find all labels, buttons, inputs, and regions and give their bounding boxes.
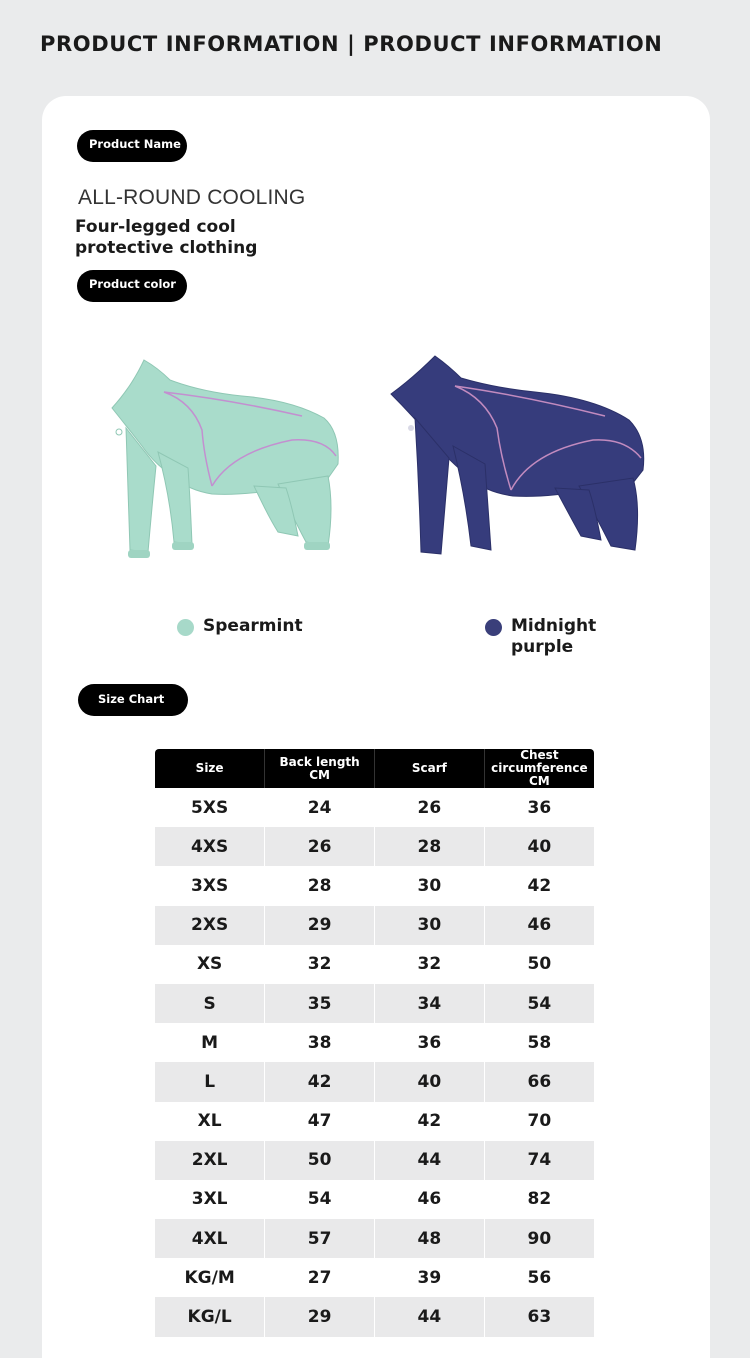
cell-back-length: 29 [265, 1297, 375, 1336]
table-row [155, 1219, 594, 1258]
cell-chest: 82 [484, 1180, 594, 1219]
cell-scarf: 40 [375, 1062, 485, 1101]
table-row [155, 1102, 594, 1141]
product-color-pill: Product color [77, 270, 187, 302]
table-row [155, 1258, 594, 1297]
table-row [155, 827, 594, 866]
cell-size: 5XS [191, 797, 229, 818]
color-option-midnight-purple [485, 616, 621, 658]
size-chart-pill: Size Chart [78, 684, 188, 716]
table-row [155, 1023, 594, 1062]
cell-size: 4XL [155, 1219, 265, 1258]
cell-size: 4XS [155, 827, 265, 866]
cell-size: XL [197, 1111, 222, 1132]
column-header-size: Size [155, 749, 265, 788]
cell-size: XS [196, 954, 223, 975]
cell-size: S [155, 984, 265, 1023]
cell-back-length: 57 [265, 1219, 375, 1258]
table-row [155, 1062, 594, 1101]
table-row [155, 866, 594, 905]
table-row [155, 906, 594, 945]
cell-chest: 56 [484, 1258, 594, 1297]
cell-chest: 36 [484, 788, 594, 827]
cell-size: L [155, 1062, 265, 1101]
cell-chest: 74 [484, 1141, 594, 1180]
cell-scarf: 28 [375, 827, 485, 866]
cell-back-length: 35 [265, 984, 375, 1023]
cell-chest: 46 [484, 906, 594, 945]
midnight-purple-garment-image [385, 354, 665, 570]
color-option-label: Midnight purple [511, 616, 597, 657]
page-title: PRODUCT INFORMATION | PRODUCT INFORMATION [40, 32, 663, 56]
cell-scarf: 39 [375, 1258, 485, 1297]
cell-scarf: 48 [375, 1219, 485, 1258]
cell-chest: 54 [484, 984, 594, 1023]
column-header-scarf: Scarf [375, 749, 485, 788]
cell-back-length: 38 [265, 1023, 375, 1062]
cell-scarf: 26 [375, 788, 485, 827]
cell-size: 3XL [191, 1189, 228, 1210]
cell-chest: 42 [484, 866, 594, 905]
cell-scarf: 34 [375, 984, 485, 1023]
table-row [155, 945, 594, 984]
cell-chest: 50 [484, 945, 594, 984]
brand-line: ALL-ROUND COOLING [78, 186, 306, 209]
column-header-chest: Chest circumference CM [484, 749, 594, 788]
product-name-pill: Product Name [77, 130, 187, 162]
cell-size: 2XL [155, 1141, 265, 1180]
color-option-label: Spearmint [203, 616, 303, 636]
product-description: Four-legged cool protective clothing [75, 217, 258, 258]
cell-chest: 58 [484, 1023, 594, 1062]
cell-scarf: 42 [375, 1102, 485, 1141]
cell-scarf: 30 [375, 906, 485, 945]
cell-scarf: 44 [375, 1297, 485, 1336]
cell-scarf: 36 [375, 1023, 485, 1062]
size-chart-table [155, 749, 594, 1337]
cell-back-length: 27 [265, 1258, 375, 1297]
table-header-row [155, 749, 594, 788]
product-info-card [42, 96, 710, 1358]
column-header-back-length: Back length CM [265, 749, 375, 788]
cell-size: 3XS [191, 875, 229, 896]
cell-chest: 63 [484, 1297, 594, 1336]
cell-back-length: 50 [265, 1141, 375, 1180]
spearmint-garment-image [92, 356, 362, 566]
cell-back-length: 26 [265, 827, 375, 866]
cell-scarf: 32 [375, 945, 485, 984]
table-row [155, 1141, 594, 1180]
color-option-spearmint [177, 616, 323, 637]
spearmint-swatch-dot [177, 619, 194, 636]
cell-size: KG/M [184, 1267, 235, 1288]
table-row [155, 1297, 594, 1336]
cell-back-length: 42 [265, 1062, 375, 1101]
table-row [155, 788, 594, 827]
table-row [155, 984, 594, 1023]
cell-size: M [201, 1032, 219, 1053]
cell-size: KG/L [155, 1297, 265, 1336]
cell-chest: 40 [484, 827, 594, 866]
cell-size: 2XS [155, 906, 265, 945]
cell-back-length: 24 [265, 788, 375, 827]
cell-scarf: 30 [375, 866, 485, 905]
cell-back-length: 47 [265, 1102, 375, 1141]
cell-chest: 66 [484, 1062, 594, 1101]
cell-scarf: 46 [375, 1180, 485, 1219]
midnight-purple-swatch-dot [485, 619, 502, 636]
table-row [155, 1180, 594, 1219]
cell-back-length: 28 [265, 866, 375, 905]
cell-back-length: 54 [265, 1180, 375, 1219]
cell-back-length: 32 [265, 945, 375, 984]
cell-chest: 70 [484, 1102, 594, 1141]
cell-chest: 90 [484, 1219, 594, 1258]
cell-scarf: 44 [375, 1141, 485, 1180]
cell-back-length: 29 [265, 906, 375, 945]
